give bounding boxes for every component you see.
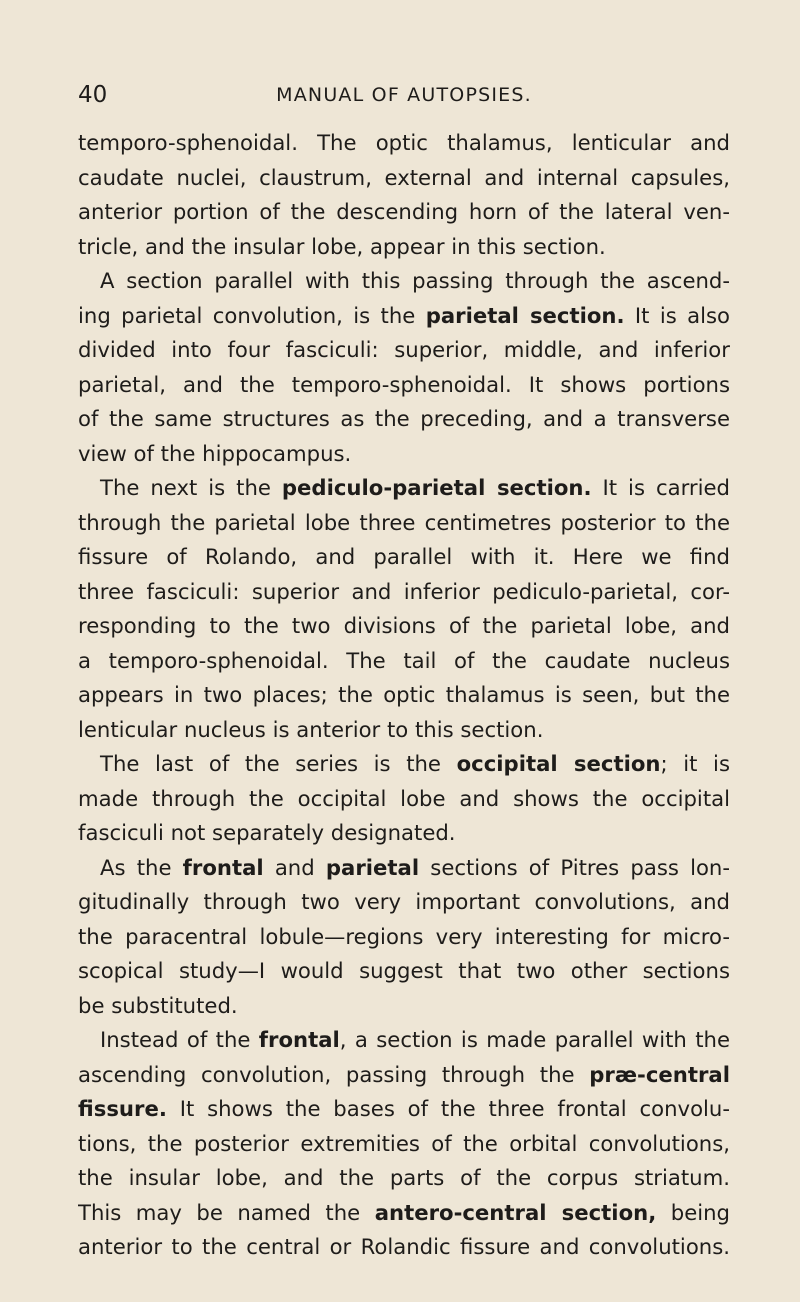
bold-term: frontal xyxy=(258,1027,340,1052)
text-run: appears in two places; the optic thalamus is seen, but the xyxy=(78,682,730,707)
text-run: sections of Pitres pass lon- xyxy=(419,854,730,880)
text-run: As the xyxy=(100,854,183,880)
text-run: lenticular nucleus is anterior to this section. xyxy=(78,716,544,742)
text-line xyxy=(78,782,730,817)
text-run: of the same structures as the preceding, and a transverse xyxy=(78,406,730,431)
text-run: the insular lobe, and the parts of the corpus striatum. xyxy=(78,1165,730,1190)
text-run: fissure of Rolando, and parallel with it. Here we find xyxy=(78,544,730,569)
text-line xyxy=(78,747,730,782)
text-run: temporo-sphenoidal. The optic thalamus, lenticular and xyxy=(78,130,730,155)
text-run: tions, the posterior extremities of the orbital convolutions, xyxy=(78,1130,730,1156)
text-run: and xyxy=(263,854,326,880)
text-run: ; it is xyxy=(660,751,730,776)
text-run: This may be named the xyxy=(78,1199,375,1225)
text-run: being xyxy=(656,1199,730,1225)
bold-term: præ-central xyxy=(589,1061,730,1087)
bold-term: occipital section xyxy=(456,751,661,776)
text-run: ing parietal convolution, is the xyxy=(78,302,426,328)
text-line xyxy=(78,195,730,230)
text-line xyxy=(78,1230,730,1265)
text-run: through the parietal lobe three centimetres posterior to the xyxy=(78,509,730,535)
bold-term: parietal xyxy=(325,854,420,880)
text-line xyxy=(78,816,730,851)
text-line xyxy=(78,713,730,748)
text-run: anterior portion of the descending horn of the lateral ven- xyxy=(78,199,730,224)
text-run: ascending convolution, passing through the xyxy=(78,1061,590,1087)
text-run: three fasciculi: superior and inferior pediculo-parietal, cor- xyxy=(78,578,730,604)
text-run: anterior to the central or Rolandic fissure and convolutions. xyxy=(78,1234,730,1259)
text-line xyxy=(78,506,730,541)
text-run: parietal, and the temporo-sphenoidal. It shows portions xyxy=(78,371,730,397)
text-line xyxy=(78,402,730,437)
text-run: caudate nuclei, claustrum, external and internal capsules, xyxy=(78,164,730,190)
text-line xyxy=(78,1058,730,1093)
text-line xyxy=(78,644,730,679)
text-line xyxy=(78,471,730,506)
text-run: It is carried xyxy=(591,475,730,500)
running-title: MANUAL OF AUTOPSIES. xyxy=(276,84,532,106)
text-run: the paracentral lobule—regions very interesting for micro- xyxy=(78,923,730,949)
text-line xyxy=(78,333,730,368)
bold-term: parietal section. xyxy=(425,302,625,328)
bold-term: frontal xyxy=(182,854,264,880)
text-line xyxy=(78,540,730,575)
text-run: , a section is made parallel with the xyxy=(339,1027,730,1052)
body-text xyxy=(78,126,730,1265)
text-line xyxy=(78,609,730,644)
text-run: view of the hippocampus. xyxy=(78,440,352,466)
page-number: 40 xyxy=(78,82,108,108)
text-line xyxy=(78,678,730,713)
text-line xyxy=(78,1161,730,1196)
text-line xyxy=(78,126,730,161)
text-run: It is also xyxy=(624,302,730,328)
text-line xyxy=(78,368,730,403)
text-line xyxy=(78,299,730,334)
text-line xyxy=(78,437,730,472)
bold-term: fissure. xyxy=(78,1096,167,1121)
text-run: scopical study—I would suggest that two other sections xyxy=(78,958,730,983)
text-run: The next is the xyxy=(100,475,282,500)
text-line xyxy=(78,575,730,610)
text-line xyxy=(78,1023,730,1058)
text-line xyxy=(78,851,730,886)
text-line xyxy=(78,161,730,196)
text-run: responding to the two divisions of the parietal lobe, and xyxy=(78,613,730,638)
text-line xyxy=(78,920,730,955)
text-run: a temporo-sphenoidal. The tail of the caudate nucleus xyxy=(78,647,730,673)
text-line xyxy=(78,264,730,299)
text-run: fasciculi not separately designated. xyxy=(78,820,456,845)
text-run: A section parallel with this passing through the ascend- xyxy=(100,268,730,293)
text-run: made through the occipital lobe and shows the occipital xyxy=(78,785,730,811)
bold-term: antero-central section, xyxy=(374,1199,657,1225)
text-line xyxy=(78,954,730,989)
text-line xyxy=(78,1092,730,1127)
text-line xyxy=(78,230,730,265)
text-line xyxy=(78,1127,730,1162)
text-line xyxy=(78,885,730,920)
text-run: be substituted. xyxy=(78,992,238,1018)
page-header xyxy=(78,82,730,112)
text-run: divided into four fasciculi: superior, middle, and inferior xyxy=(78,337,730,362)
text-run: It shows the bases of the three frontal convolu- xyxy=(166,1096,730,1121)
text-run: The last of the series is the xyxy=(100,751,457,776)
text-run: gitudinally through two very important convolutions, and xyxy=(78,889,730,914)
text-run: Instead of the xyxy=(100,1027,259,1052)
bold-term: pediculo-parietal section. xyxy=(281,475,592,500)
text-line xyxy=(78,989,730,1024)
text-line xyxy=(78,1196,730,1231)
text-run: tricle, and the insular lobe, appear in this section. xyxy=(78,233,606,259)
